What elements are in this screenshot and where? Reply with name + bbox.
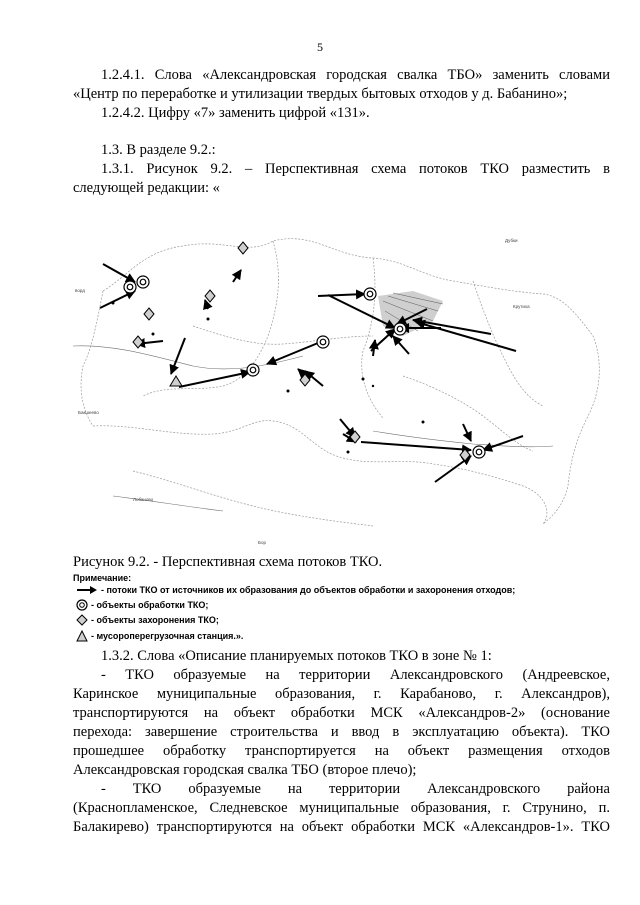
bullet-2-line-1: - ТКО образуемые на территории Александровского района — [101, 781, 610, 797]
legend-item-flows — [76, 585, 515, 595]
bullet-2-line-3: Балакирево) транспортируются на объект обработки МСК «Александров-1». ТКО — [73, 819, 610, 835]
bullet-1-line-4: перехода: завершение строительства и ввод в эксплуатацию объекта). ТКО — [73, 724, 610, 740]
arrow-icon — [76, 586, 98, 594]
paragraph-5: 1.3.2. Слова «Описание планируемых потоков ТКО в зоне № 1: — [101, 648, 492, 664]
section-heading: 1.3. В разделе 9.2.: — [101, 142, 216, 158]
district-boundaries — [81, 239, 599, 526]
paragraph-1-line-2: «Центр по переработке и утилизации твердых бытовых отходов у д. Бабанино»; — [73, 86, 568, 102]
page-number: 5 — [317, 40, 323, 54]
svg-text:Крутиха: Крутиха — [513, 304, 530, 309]
legend-text: - объекты захоронения ТКО; — [91, 615, 219, 625]
waste-flow-map — [73, 196, 610, 556]
legend-text: - объекты обработки ТКО; — [91, 600, 209, 610]
transfer-station — [170, 376, 182, 386]
bullet-1-line-3: транспортируются на объект обработки МСК «Александров-2» (основание — [73, 705, 610, 721]
hatched-area — [378, 291, 443, 336]
bullet-1-line-2: Каринское муниципальные образования, г. Карабаново, г. Александров), — [73, 686, 610, 702]
legend-text: - мусороперегрузочная станция.». — [91, 631, 244, 641]
svg-text:Лобаново: Лобаново — [133, 497, 154, 502]
bullet-1-line-5: прошедшее обработку транспортируется на объект размещения отходов — [73, 743, 610, 759]
bullet-1-line-6: Александровская городская свалка ТБО (второе плечо); — [73, 762, 417, 778]
legend-item-landfill — [76, 614, 219, 626]
note-title: Примечание: — [73, 573, 132, 583]
flow-arrows — [100, 264, 523, 482]
processing-icon — [76, 599, 88, 611]
svg-text:ворд: ворд — [75, 288, 85, 293]
legend-item-processing — [76, 599, 208, 611]
settlement-dots — [112, 302, 425, 454]
legend-text: - потоки ТКО от источников их образования до объектов обработки и захоронения отходов; — [101, 585, 516, 595]
bullet-1-line-1: - ТКО образуемые на территории Александровского (Андреевское, — [101, 667, 610, 683]
landfill-objects — [133, 242, 470, 461]
legend-item-transfer — [76, 630, 243, 642]
bullet-2-line-2: (Краснопламенское, Следневское муниципальные образования, г. Струнино, п. — [73, 800, 610, 816]
svg-text:Дубки: Дубки — [505, 238, 518, 243]
svg-text:Бакшеево: Бакшеево — [78, 410, 99, 415]
landfill-icon — [76, 614, 88, 626]
transfer-station-icon — [76, 630, 88, 642]
paragraph-4-line-1: 1.3.1. Рисунок 9.2. – Перспективная схема потоков ТКО разместить в — [101, 161, 610, 177]
svg-text:Бор: Бор — [258, 540, 266, 545]
figure-caption: Рисунок 9.2. - Перспективная схема потоков ТКО. — [73, 554, 383, 570]
roads — [73, 346, 553, 511]
paragraph-4-line-2: следующей редакции: « — [73, 180, 220, 196]
paragraph-2: 1.2.4.2. Цифру «7» заменить цифрой «131». — [101, 105, 370, 121]
paragraph-1-line-1: 1.2.4.1. Слова «Александровская городская свалка ТБО» заменить словами — [101, 67, 610, 83]
